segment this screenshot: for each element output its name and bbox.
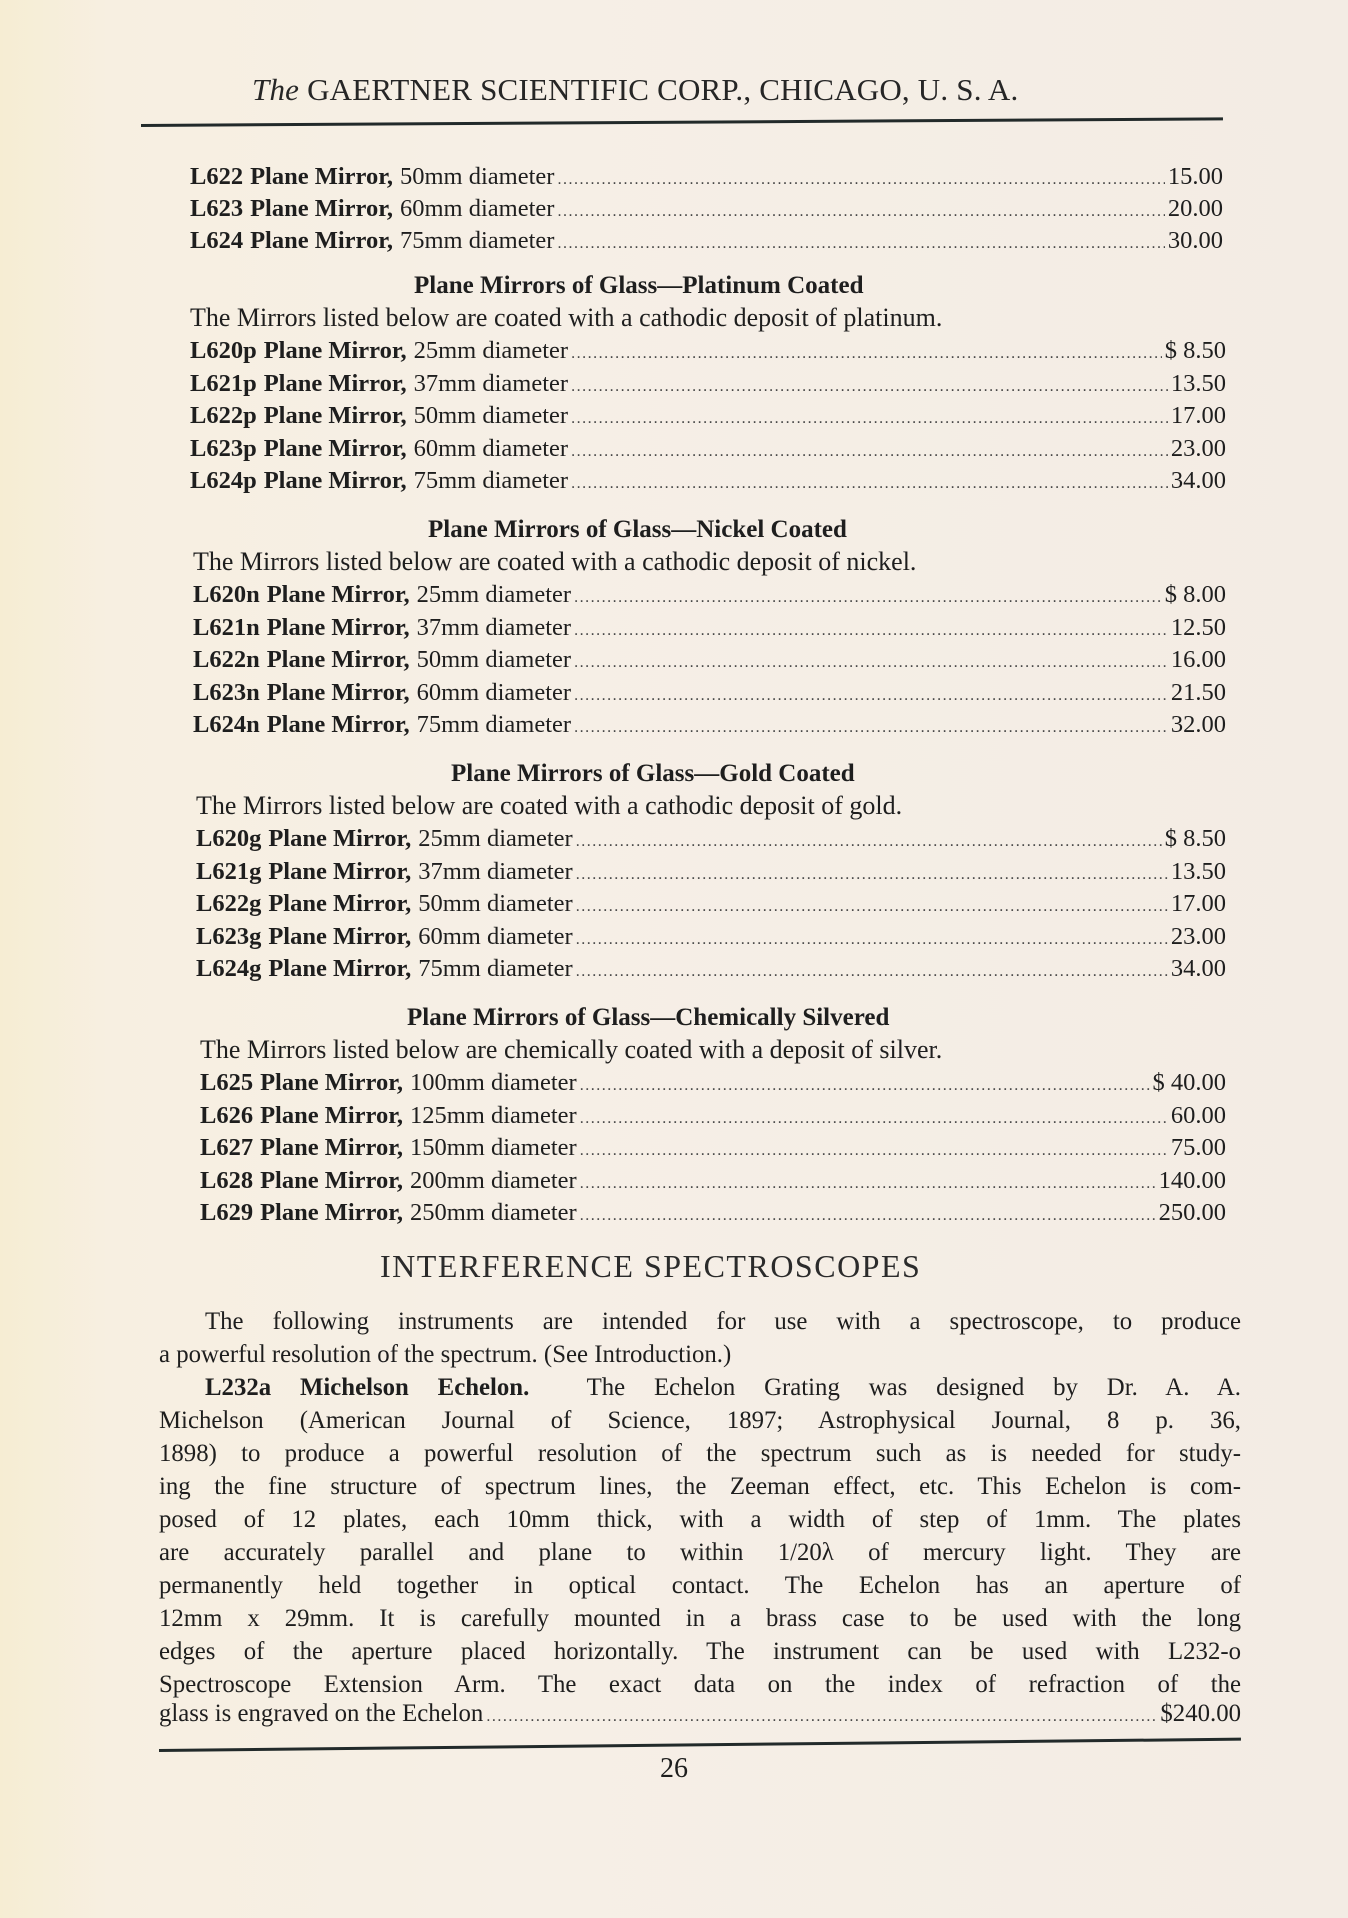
item-code: L623g xyxy=(196,922,262,950)
item-code: L622n xyxy=(193,646,260,673)
price-line xyxy=(190,467,1226,499)
item-size: 50mm diameter xyxy=(399,163,555,190)
leader-dots xyxy=(580,1175,1156,1193)
item-name: Plane Mirror, xyxy=(268,922,412,950)
leader-dots xyxy=(571,475,1168,493)
leader-dots xyxy=(557,203,1164,221)
item-name: Plane Mirror, xyxy=(260,1199,403,1226)
leader-dots xyxy=(486,1708,1157,1726)
item-price: 13.50 xyxy=(1170,857,1226,885)
leader-dots xyxy=(571,410,1168,428)
item-code: L624p xyxy=(190,467,257,494)
section-subhead: Plane Mirrors of Glass—Platinum Coated xyxy=(414,272,864,299)
item-code: L620g xyxy=(196,825,262,852)
item-price: 12.50 xyxy=(1170,613,1226,641)
text-line: posed of 12 plates, each 10mm thick, with a width of step of 1mm. The plates xyxy=(159,1506,1241,1533)
leader-dots xyxy=(574,654,1168,672)
item-code: L625 xyxy=(200,1069,254,1096)
text-line: a powerful resolution of the spectrum. (See Introduction.) xyxy=(159,1341,732,1368)
leader-dots xyxy=(576,963,1168,981)
item-size: 60mm diameter xyxy=(416,678,572,706)
item-code: L629 xyxy=(200,1199,254,1226)
item-name: Plane Mirror, xyxy=(263,337,407,364)
echelon-description xyxy=(159,1371,1241,1701)
text-line: permanently held together in optical contact. The Echelon has an aperture of xyxy=(159,1572,1241,1599)
price-line xyxy=(190,337,1226,369)
running-head-italic: The xyxy=(252,72,300,107)
leader-dots xyxy=(576,898,1168,916)
price-line xyxy=(193,679,1226,711)
item-price: 17.00 xyxy=(1170,890,1226,917)
leader-dots xyxy=(557,171,1164,189)
price-line xyxy=(200,1199,1226,1231)
item-code: L621g xyxy=(196,857,262,885)
price-line xyxy=(190,370,1226,402)
item-code: L624g xyxy=(196,955,262,982)
item-price: 34.00 xyxy=(1170,467,1226,494)
item-size: 75mm diameter xyxy=(416,711,572,738)
item-code: L623n xyxy=(193,678,260,706)
item-name: Plane Mirror, xyxy=(263,369,407,397)
leader-dots xyxy=(571,443,1168,461)
item-name: Plane Mirror, xyxy=(266,613,410,641)
item-price: 250.00 xyxy=(1158,1199,1226,1226)
text-line: Michelson (American Journal of Science, 1897; Astrophysical Journal, 8 p. 36, xyxy=(159,1407,1241,1434)
leader-dots xyxy=(574,719,1168,737)
item-size: 100mm diameter xyxy=(409,1069,577,1096)
leader-dots xyxy=(580,1077,1150,1095)
item-name: Plane Mirror, xyxy=(260,1134,403,1161)
echelon-code-name: L232a Michelson Echelon. xyxy=(205,1374,530,1401)
section-intro: The Mirrors listed below are coated with a cathodic deposit of platinum. xyxy=(190,303,943,332)
item-code: L628 xyxy=(200,1166,254,1194)
footer-rule xyxy=(159,1738,1241,1752)
item-size: 25mm diameter xyxy=(413,337,569,364)
item-code: L622p xyxy=(190,402,257,429)
page-number: 26 xyxy=(660,1753,688,1784)
item-price: 17.00 xyxy=(1170,402,1226,429)
item-name: Plane Mirror, xyxy=(268,955,412,982)
item-code: L621p xyxy=(190,369,257,397)
item-name: Plane Mirror, xyxy=(263,402,407,429)
item-name: Plane Mirror, xyxy=(260,1069,403,1096)
price-line xyxy=(196,923,1226,955)
item-size: 150mm diameter xyxy=(409,1134,577,1161)
item-code: L620p xyxy=(190,337,257,364)
price-line xyxy=(200,1069,1226,1101)
item-size: 50mm diameter xyxy=(416,646,572,673)
running-head-title: GAERTNER SCIENTIFIC CORP., CHICAGO, U. S. A. xyxy=(307,72,1019,107)
header-rule xyxy=(141,117,1223,127)
item-price: $ 8.00 xyxy=(1164,581,1226,608)
leader-dots xyxy=(576,931,1168,949)
item-size: 50mm diameter xyxy=(413,402,569,429)
price-line xyxy=(193,646,1226,678)
item-name: Plane Mirror, xyxy=(268,825,412,852)
item-name: Plane Mirror, xyxy=(268,857,412,885)
text-line: ing the fine structure of spectrum lines, the Zeeman effect, etc. This Echelon is com- xyxy=(159,1473,1241,1500)
text-line xyxy=(159,1371,1241,1404)
item-size: 125mm diameter xyxy=(409,1101,577,1129)
item-size: 37mm diameter xyxy=(418,857,573,885)
price-line xyxy=(196,858,1226,890)
price-line xyxy=(190,163,1223,195)
item-size: 25mm diameter xyxy=(418,825,573,852)
item-price: 75.00 xyxy=(1170,1134,1226,1161)
item-price: 34.00 xyxy=(1170,955,1226,982)
leader-dots xyxy=(557,235,1164,253)
price-line xyxy=(200,1134,1226,1166)
leader-dots xyxy=(574,622,1168,640)
item-price: 20.00 xyxy=(1167,195,1223,222)
text-line: The following instruments are intended for use with a spectroscope, to produce xyxy=(205,1308,1241,1335)
item-name: Plane Mirror, xyxy=(263,434,407,462)
item-name: Plane Mirror, xyxy=(250,227,393,254)
item-size: 50mm diameter xyxy=(418,890,573,917)
echelon-last-line: glass is engraved on the Echelon xyxy=(159,1700,484,1727)
item-name: Plane Mirror, xyxy=(250,163,393,190)
item-price: 16.00 xyxy=(1170,646,1226,673)
price-line xyxy=(193,581,1226,613)
leader-dots xyxy=(580,1110,1168,1128)
item-price: 23.00 xyxy=(1170,434,1226,462)
leader-dots xyxy=(576,833,1162,851)
leader-dots xyxy=(571,378,1168,396)
section-intro: The Mirrors listed below are coated with a cathodic deposit of gold. xyxy=(196,791,903,820)
section-intro: The Mirrors listed below are chemically coated with a deposit of silver. xyxy=(200,1035,943,1064)
price-line xyxy=(193,711,1226,743)
item-code: L620n xyxy=(193,581,260,608)
echelon-line: The Echelon Grating was designed by Dr. A. A. xyxy=(586,1374,1241,1401)
item-size: 75mm diameter xyxy=(399,227,555,254)
item-code: L622g xyxy=(196,890,262,917)
item-size: 60mm diameter xyxy=(399,195,555,222)
item-code: L627 xyxy=(200,1134,254,1161)
leader-dots xyxy=(580,1142,1168,1160)
price-line xyxy=(200,1167,1226,1199)
item-price: 140.00 xyxy=(1158,1166,1226,1194)
item-size: 200mm diameter xyxy=(409,1166,577,1194)
text-line: edges of the aperture placed horizontally. The instrument can be used with L232-o xyxy=(159,1638,1241,1665)
text-line: are accurately parallel and plane to within 1/20λ of mercury light. They are xyxy=(159,1539,1241,1566)
text-line: 12mm x 29mm. It is carefully mounted in a brass case to be used with the long xyxy=(159,1605,1241,1632)
leader-dots xyxy=(580,1207,1156,1225)
item-price: $ 8.50 xyxy=(1164,337,1226,364)
item-name: Plane Mirror, xyxy=(260,1101,403,1129)
price-line xyxy=(190,402,1226,434)
echelon-price: $240.00 xyxy=(1160,1700,1241,1727)
section-title-interference: INTERFERENCE SPECTROSCOPES xyxy=(380,1248,922,1284)
item-price: $ 8.50 xyxy=(1164,825,1226,852)
item-size: 37mm diameter xyxy=(413,369,569,397)
text-line: 1898) to produce a powerful resolution of the spectrum such as is needed for study- xyxy=(159,1440,1241,1467)
item-price: 60.00 xyxy=(1170,1101,1226,1129)
item-price: 30.00 xyxy=(1167,227,1223,254)
item-size: 75mm diameter xyxy=(413,467,569,494)
item-name: Plane Mirror, xyxy=(263,467,407,494)
item-size: 250mm diameter xyxy=(409,1199,577,1226)
item-price: 23.00 xyxy=(1170,922,1226,950)
item-code: L621n xyxy=(193,613,260,641)
item-code: L623 xyxy=(190,195,244,222)
price-line xyxy=(190,435,1226,467)
item-name: Plane Mirror, xyxy=(266,581,410,608)
leader-dots xyxy=(574,589,1162,607)
item-price: 13.50 xyxy=(1170,369,1226,397)
item-price: $ 40.00 xyxy=(1152,1069,1226,1096)
section-subhead: Plane Mirrors of Glass—Chemically Silvered xyxy=(407,1004,890,1031)
leader-dots xyxy=(576,866,1168,884)
item-price: 21.50 xyxy=(1170,678,1226,706)
price-line xyxy=(196,955,1226,987)
item-code: L624n xyxy=(193,711,260,738)
item-size: 60mm diameter xyxy=(418,922,573,950)
running-head xyxy=(252,72,1132,108)
price-line xyxy=(196,825,1226,857)
section-intro: The Mirrors listed below are coated with a cathodic deposit of nickel. xyxy=(193,547,917,576)
price-line xyxy=(190,195,1223,227)
item-size: 25mm diameter xyxy=(416,581,572,608)
price-line xyxy=(190,227,1223,259)
text-line: Spectroscope Extension Arm. The exact data on the index of refraction of the xyxy=(159,1671,1241,1698)
interference-intro xyxy=(159,1305,1241,1371)
item-name: Plane Mirror, xyxy=(266,678,410,706)
price-line xyxy=(193,614,1226,646)
item-name: Plane Mirror, xyxy=(266,646,410,673)
leader-dots xyxy=(571,345,1162,363)
price-line xyxy=(196,890,1226,922)
item-name: Plane Mirror, xyxy=(268,890,412,917)
item-name: Plane Mirror, xyxy=(250,195,393,222)
item-size: 37mm diameter xyxy=(416,613,572,641)
item-code: L626 xyxy=(200,1101,254,1129)
item-size: 60mm diameter xyxy=(413,434,569,462)
item-name: Plane Mirror, xyxy=(266,711,410,738)
leader-dots xyxy=(574,687,1168,705)
price-line xyxy=(200,1102,1226,1134)
item-price: 32.00 xyxy=(1170,711,1226,738)
section-subhead: Plane Mirrors of Glass—Nickel Coated xyxy=(428,516,847,543)
item-size: 75mm diameter xyxy=(418,955,573,982)
item-code: L622 xyxy=(190,163,244,190)
item-price: 15.00 xyxy=(1167,163,1223,190)
item-code: L623p xyxy=(190,434,257,462)
item-name: Plane Mirror, xyxy=(260,1166,403,1194)
item-code: L624 xyxy=(190,227,244,254)
echelon-price-line xyxy=(159,1700,1241,1732)
section-subhead: Plane Mirrors of Glass—Gold Coated xyxy=(451,760,855,787)
